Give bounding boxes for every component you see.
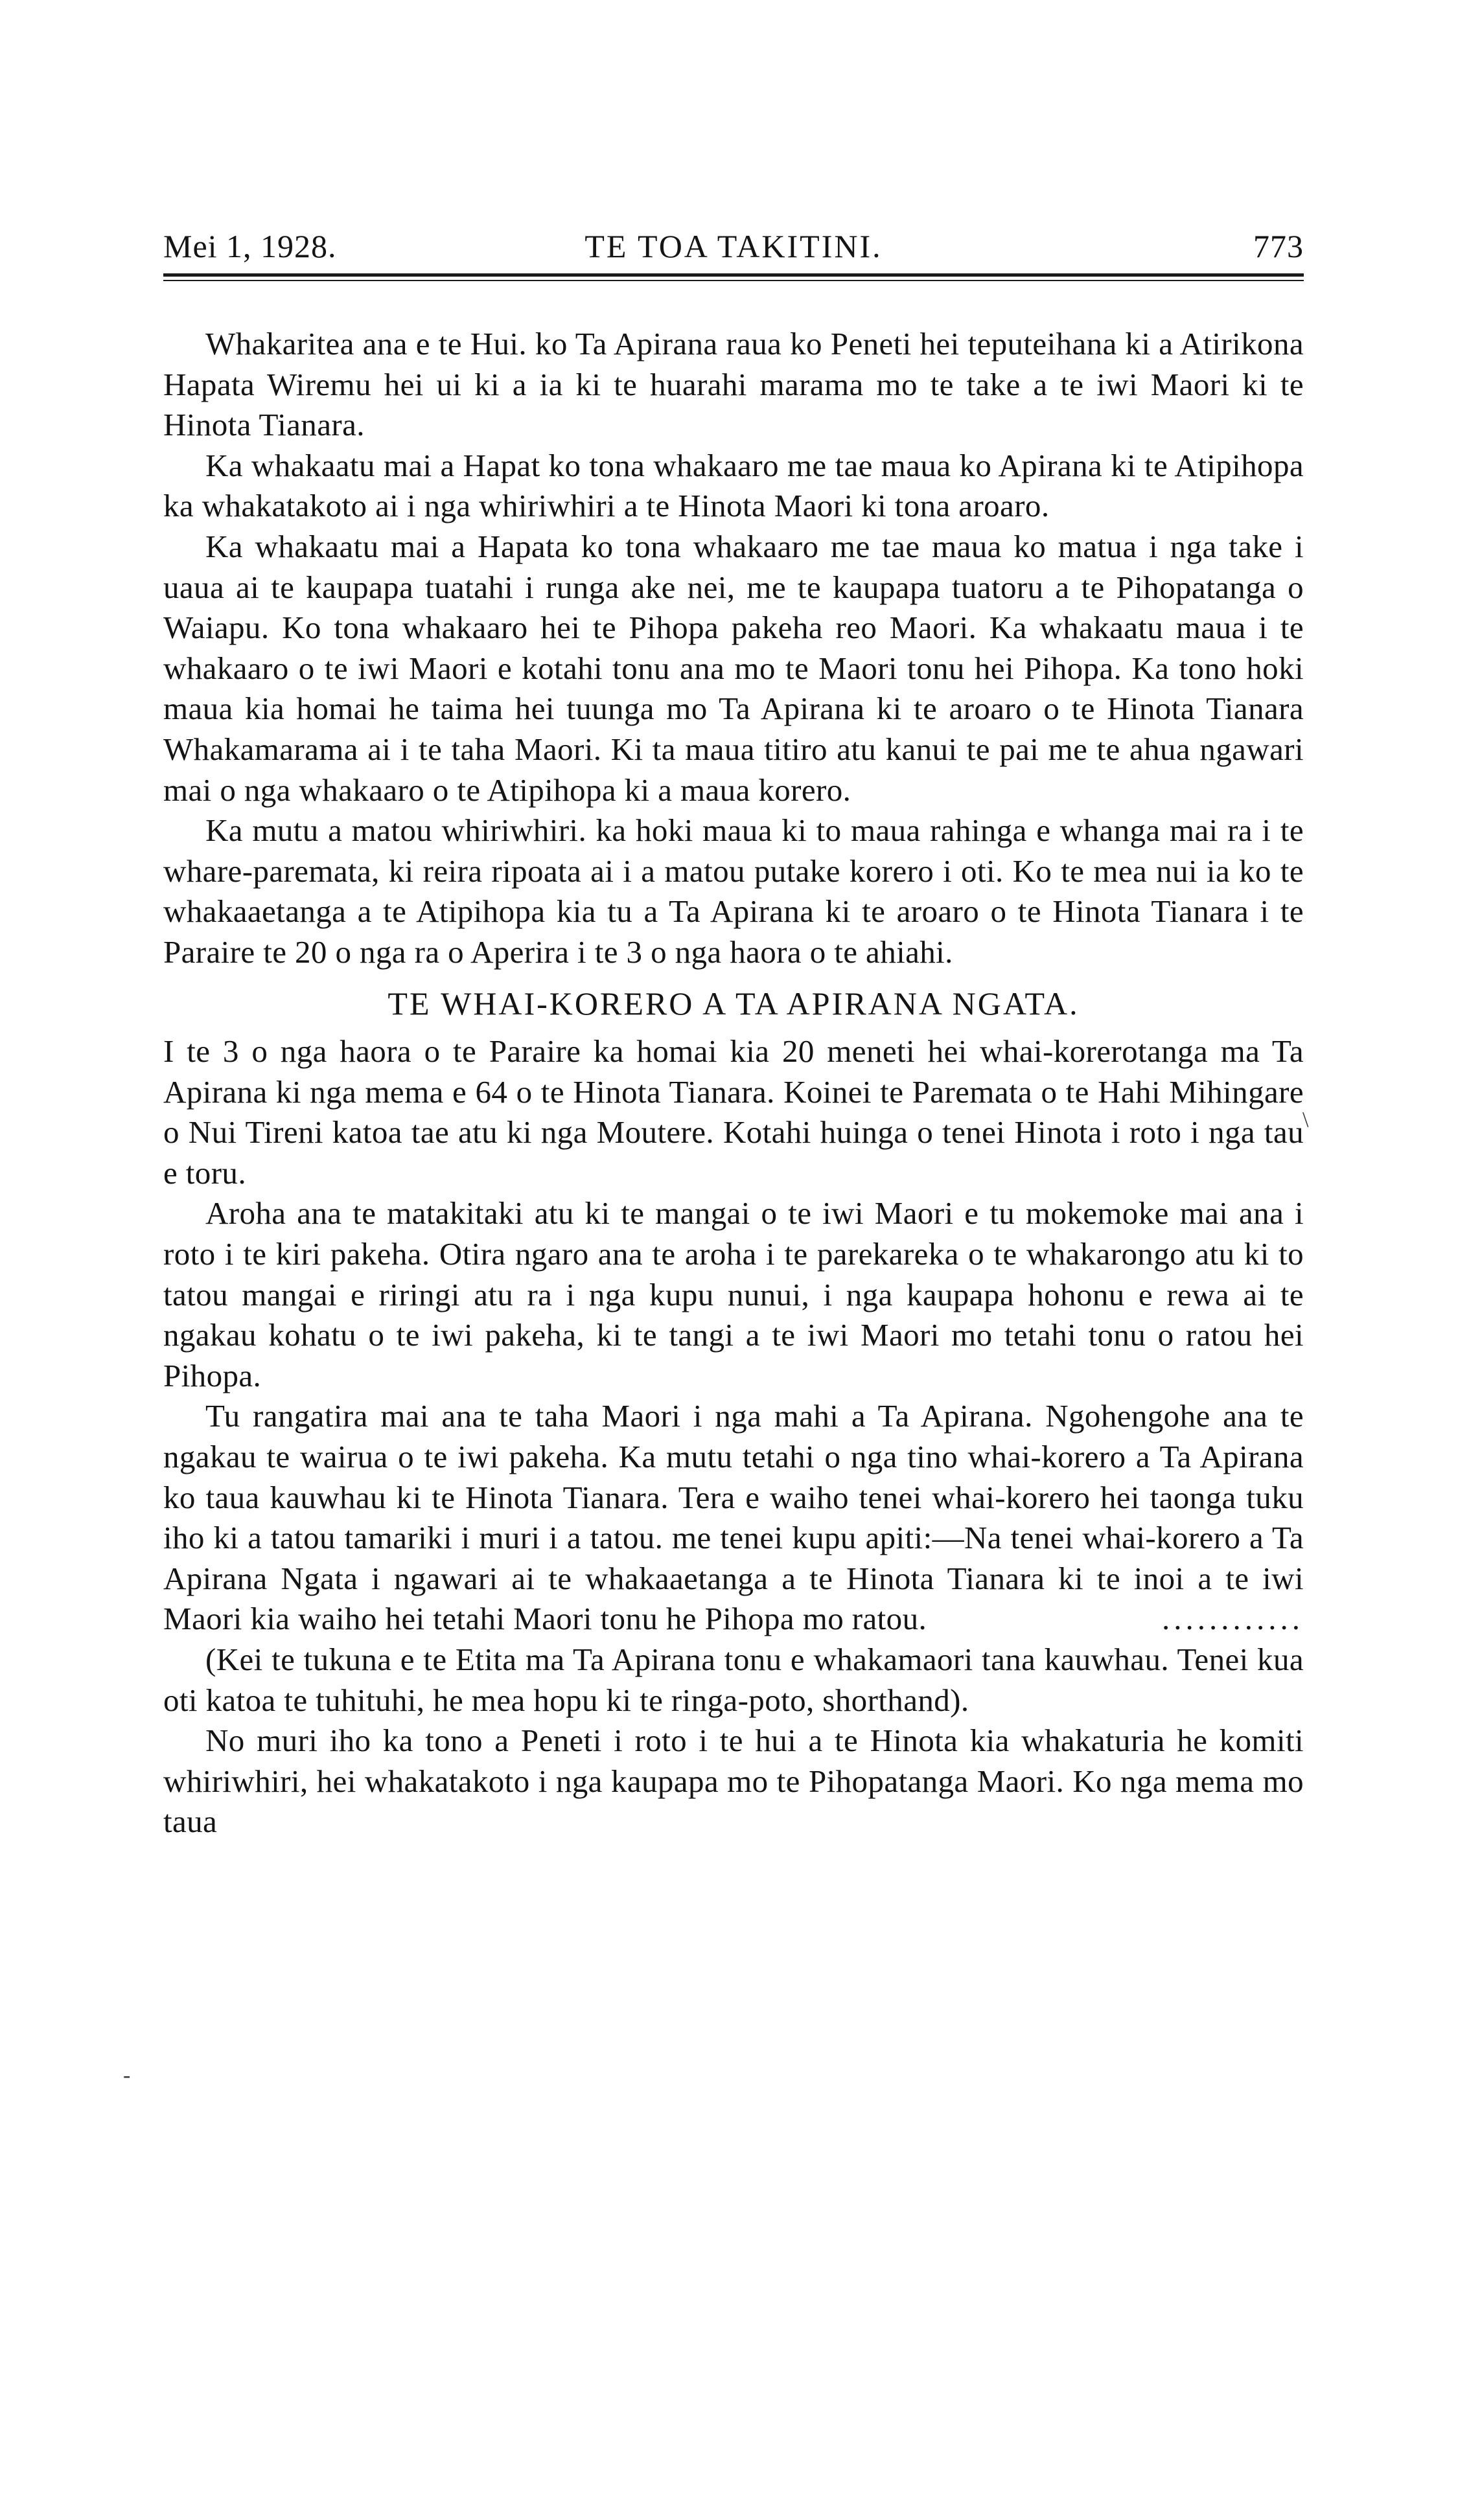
paragraph: Ka whakaatu mai a Hapata ko tona whakaaro me tae maua ko matua i nga take i uaua ai te kaupapa tuatahi i runga ake nei, me te kaupapa tuatoru a te Pihopatanga o Waiapu. Ko tona whakaaro hei te Pihopa pakeha reo Maori. Ka whakaatu maua i te whakaaro o te iwi Maori e kotahi tonu ana mo te Maori tonu hei Pihopa. Ka tono hoki maua kia homai he taima hei tuunga mo Ta Apirana ki te aroaro o te Hinota Tianara Whakamarama ai i te taha Maori. Ki ta maua titiro atu kanui te pai me te ahua ngawari mai o nga whakaaro o te Atipihopa ki a maua korero. bbox=[163, 528, 1304, 808]
page bbox=[163, 220, 1304, 1840]
paragraph bbox=[163, 1396, 1304, 1640]
paragraph: I te 3 o nga haora o te Paraire ka homai kia 20 meneti hei whai-korerotanga ma Ta Apirana ki nga mema e 64 o te Hinota Tianara. Koinei te Paremata o te Hahi Mihingare o Nui Tireni katoa tae atu ki nga Moutere. Kotahi huinga o tenei Hinota i roto i nga tau e toru. bbox=[163, 1033, 1304, 1191]
margin-mark: \ bbox=[1302, 1108, 1309, 1132]
paragraph: Aroha ana te matakitaki atu ki te mangai o te iwi Maori e tu mokemoke mai ana i roto i te kiri pakeha. Otira ngaro ana te aroha i te parekareka o te whakarongo atu ki to tatou mangai e riringi atu ra i nga kupu nunui, i nga kaupapa hohonu e rewa ai te ngakau kohatu o te iwi pakeha, ki te tangi a te iwi Maori mo tetahi tonu o ratou hei Pihopa. bbox=[163, 1195, 1304, 1393]
margin-mark: - bbox=[123, 2063, 131, 2087]
paragraph: Whakaritea ana e te Hui. ko Ta Apirana raua ko Peneti hei teputeihana ki a Atirikona Hapata Wiremu hei ui ki a ia ki te huarahi marama mo te take a te iwi Maori ki te Hinota Tianara. bbox=[163, 326, 1304, 443]
section-heading: TE WHAI-KORERO A TA APIRANA NGATA. bbox=[388, 985, 1080, 1022]
running-header bbox=[163, 220, 1304, 272]
header-title: TE TOA TAKITINI. bbox=[584, 228, 883, 264]
paragraph: (Kei te tukuna e te Etita ma Ta Apirana tonu e whakamaori tana kauwhau. Tenei kua oti katoa te tuhituhi, he mea hopu ki te ringa-poto, shorthand). bbox=[163, 1642, 1304, 1718]
header-date: Mei 1, 1928. bbox=[163, 228, 337, 264]
ellipsis-leader: ............ bbox=[1162, 1601, 1304, 1637]
header-rule-thick bbox=[163, 273, 1304, 277]
paragraph-text: Tu rangatira mai ana te taha Maori i nga mahi a Ta Apirana. Ngohengohe ana te ngakau te wairua o te iwi pakeha. Ka mutu tetahi o nga tino whai-korero a Ta Apirana ko taua kauwhau ki te Hinota Tianara. Tera e waiho tenei whai-korero hei taonga tuku iho ki a tatou tamariki i muri i a tatou. me tenei kupu apiti:—Na tenei whai-korero a Ta Apirana Ngata i ngawari ai te whakaaetanga a te Hinota Tianara ki te inoi a te iwi Maori kia waiho hei tetahi Maori tonu he Pihopa mo ratou. bbox=[163, 1398, 1304, 1637]
paragraph: Ka mutu a matou whiriwhiri. ka hoki maua ki to maua rahinga e whanga mai ra i te whare-paremata, ki reira ripoata ai i a matou putake korero i oti. Ko te mea nui ia ko te whakaaetanga a te Atipihopa kia tu a Ta Apirana ki te aroaro o te Hinota Tianara i te Paraire te 20 o nga ra o Aperira i te 3 o nga haora o te ahiahi. bbox=[163, 812, 1304, 970]
article-body bbox=[163, 324, 1304, 1842]
header-rule-thin bbox=[163, 280, 1304, 281]
paragraph: No muri iho ka tono a Peneti i roto i te hui a te Hinota kia whakaturia he komiti whiriwhiri, hei whakatakoto i nga kaupapa mo te Pihopatanga Maori. Ko nga mema mo taua bbox=[163, 1723, 1304, 1840]
page-number: 773 bbox=[1253, 228, 1304, 264]
paragraph: Ka whakaatu mai a Hapat ko tona whakaaro me tae maua ko Apirana ki te Atipihopa ka whakatakoto ai i nga whiriwhiri a te Hinota Maori ki tona aroaro. bbox=[163, 447, 1304, 524]
